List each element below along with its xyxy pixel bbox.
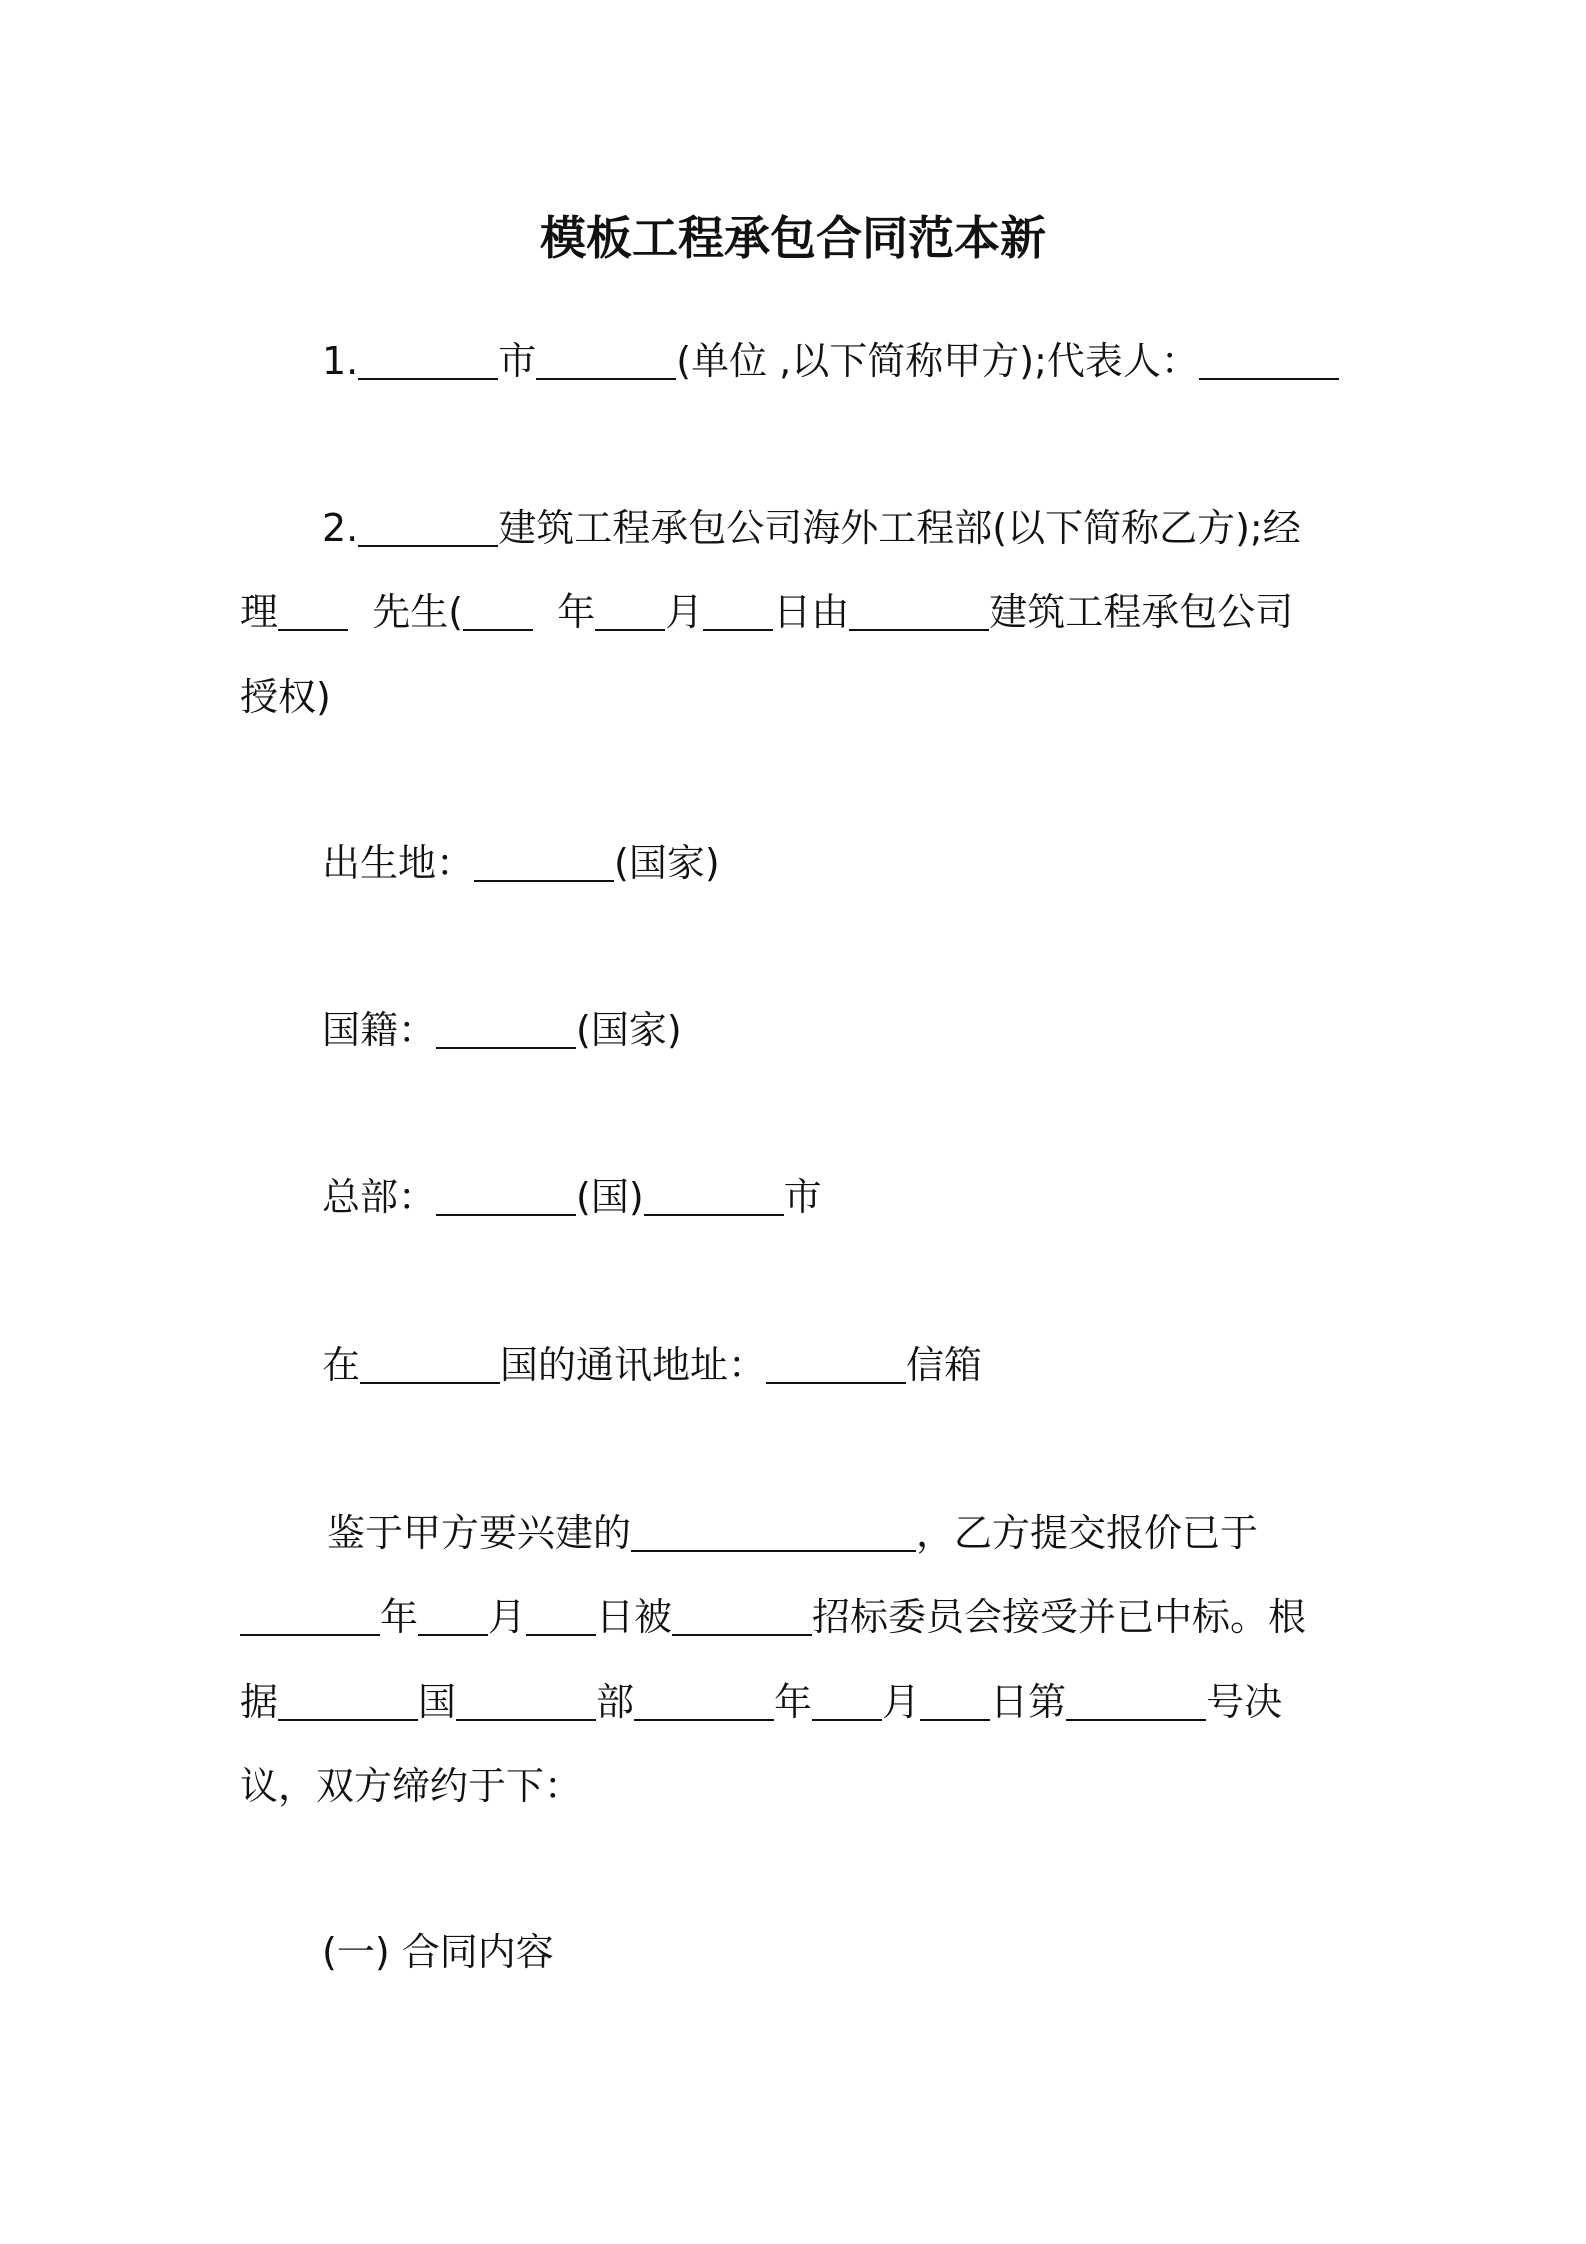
blank-field[interactable] — [536, 338, 676, 380]
text-segment: ，乙方提交报价已于 — [916, 1511, 1259, 1555]
blank-field[interactable] — [358, 338, 498, 380]
blank-field[interactable] — [240, 1594, 380, 1636]
city-label: 市 — [783, 1175, 822, 1219]
country-label: (国) — [576, 1175, 644, 1219]
party-b-label: 建筑工程承包公司海外工程部(以下简称乙方);经 — [498, 506, 1301, 550]
city-label: 市 — [498, 339, 537, 383]
party-b-line-2 — [240, 587, 1293, 637]
birthplace-line — [322, 838, 720, 888]
recital-line-3 — [240, 1677, 1282, 1727]
blank-field[interactable] — [920, 1679, 990, 1721]
blank-field[interactable] — [360, 1342, 500, 1384]
blank-field[interactable] — [436, 1174, 576, 1216]
address-line — [322, 1340, 982, 1390]
blank-field[interactable] — [456, 1679, 596, 1721]
text-segment: 号决 — [1206, 1680, 1283, 1724]
blank-field[interactable] — [634, 1679, 774, 1721]
blank-field[interactable] — [812, 1679, 882, 1721]
text-segment: 国 — [418, 1680, 457, 1724]
text-segment: 先生( — [372, 590, 464, 634]
text-segment: 日第 — [990, 1680, 1067, 1724]
recital-line-2 — [240, 1592, 1306, 1642]
text-segment: 月 — [882, 1680, 921, 1724]
blank-field[interactable] — [463, 589, 533, 631]
blank-field[interactable] — [1199, 338, 1339, 380]
blank-field[interactable] — [672, 1594, 812, 1636]
text-segment: 年 — [774, 1680, 813, 1724]
party-b-line-3: 授权) — [240, 675, 331, 719]
blank-field[interactable] — [526, 1594, 596, 1636]
text-segment: 部 — [596, 1680, 635, 1724]
blank-field[interactable] — [849, 589, 989, 631]
text-segment: 建筑工程承包公司 — [989, 590, 1294, 634]
party-a-label: (单位 ,以下简称甲方);代表人： — [676, 339, 1199, 383]
item-number: 1. — [322, 339, 359, 383]
address-label: 国的通讯地址： — [500, 1343, 767, 1387]
blank-field[interactable] — [278, 589, 348, 631]
party-a-line — [322, 336, 1339, 386]
text-segment: 月 — [665, 590, 704, 634]
text-segment: 鉴于甲方要兴建的 — [327, 1511, 632, 1555]
text-segment: 理 — [240, 590, 279, 634]
blank-field[interactable] — [1066, 1679, 1206, 1721]
blank-field[interactable] — [703, 589, 773, 631]
text-segment: 日被 — [596, 1595, 673, 1639]
text-segment: 在 — [322, 1343, 361, 1387]
country-suffix: (国家) — [614, 841, 720, 885]
item-number: 2. — [322, 506, 359, 550]
birthplace-label: 出生地： — [322, 841, 475, 885]
blank-field[interactable] — [436, 1007, 576, 1049]
nationality-line — [322, 1005, 682, 1055]
blank-field[interactable] — [474, 840, 614, 882]
blank-field[interactable] — [595, 589, 665, 631]
mailbox-label: 信箱 — [906, 1343, 983, 1387]
blank-field[interactable] — [766, 1342, 906, 1384]
blank-field[interactable] — [644, 1174, 784, 1216]
document-title: 模板工程承包合同范本新 — [540, 211, 1046, 265]
text-segment: 据 — [240, 1680, 279, 1724]
text-segment: 日由 — [773, 590, 850, 634]
text-segment: 月 — [488, 1595, 527, 1639]
text-segment: 年 — [557, 590, 596, 634]
party-b-line-1 — [322, 503, 1301, 553]
hq-label: 总部： — [322, 1175, 437, 1219]
text-segment: 招标委员会接受并已中标。根 — [812, 1595, 1307, 1639]
text-segment: 年 — [380, 1595, 419, 1639]
recital-line-4: 议，双方缔约于下： — [240, 1764, 583, 1808]
blank-field[interactable] — [278, 1679, 418, 1721]
country-suffix: (国家) — [576, 1008, 682, 1052]
section-heading: (一) 合同内容 — [322, 1930, 554, 1974]
recital-line-1 — [327, 1508, 1258, 1558]
blank-field[interactable] — [418, 1594, 488, 1636]
headquarters-line — [322, 1172, 822, 1222]
nationality-label: 国籍： — [322, 1008, 437, 1052]
blank-field[interactable] — [631, 1510, 916, 1552]
blank-field[interactable] — [358, 505, 498, 547]
